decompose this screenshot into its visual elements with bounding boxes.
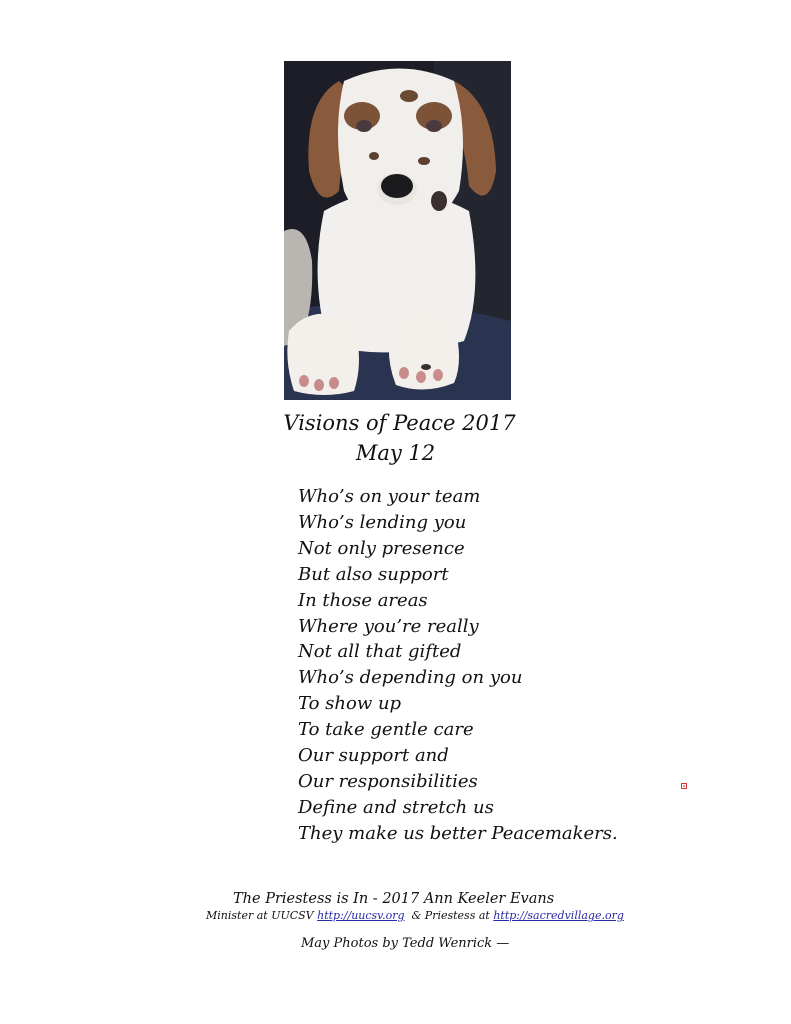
photos-credit: May Photos by Tedd Wenrick — xyxy=(301,936,510,951)
poem-line: Our support and xyxy=(298,745,449,767)
poem-line: Who’s depending on you xyxy=(298,667,523,689)
title-line-2: May 12 xyxy=(355,441,436,465)
author-credit: The Priestess is In - 2017 Ann Keeler Evans xyxy=(233,891,555,907)
poem-line: Define and stretch us xyxy=(298,796,494,818)
dog-photo xyxy=(284,61,511,400)
priestess-text: & Priestess at xyxy=(404,909,494,922)
poem-line: Not only presence xyxy=(298,537,465,559)
annotation-marker-icon xyxy=(681,783,687,789)
minister-prefix: Minister at UUCSV xyxy=(206,909,318,922)
poem-line: They make us better Peacemakers. xyxy=(298,822,618,844)
poem-line: In those areas xyxy=(298,589,428,611)
minister-line xyxy=(206,908,624,923)
poem-line: Where you’re really xyxy=(298,615,479,637)
poem-line: But also support xyxy=(298,563,449,585)
page-title xyxy=(0,408,791,468)
poem xyxy=(298,484,618,847)
poem-line: Who’s lending you xyxy=(298,511,467,533)
poem-line: Not all that gifted xyxy=(298,641,462,663)
poem-line: Who’s on your team xyxy=(298,486,481,507)
great-dane-puppy-photo-icon xyxy=(284,61,511,400)
title-line-1: Visions of Peace 2017 xyxy=(283,411,516,435)
poem-line: To take gentle care xyxy=(298,719,474,741)
uucsv-link[interactable]: http://uucsv.org xyxy=(317,909,405,922)
poem-line: To show up xyxy=(298,693,402,715)
sacredvillage-link[interactable]: http://sacredvillage.org xyxy=(493,909,624,922)
poem-line: Our responsibilities xyxy=(298,770,478,792)
